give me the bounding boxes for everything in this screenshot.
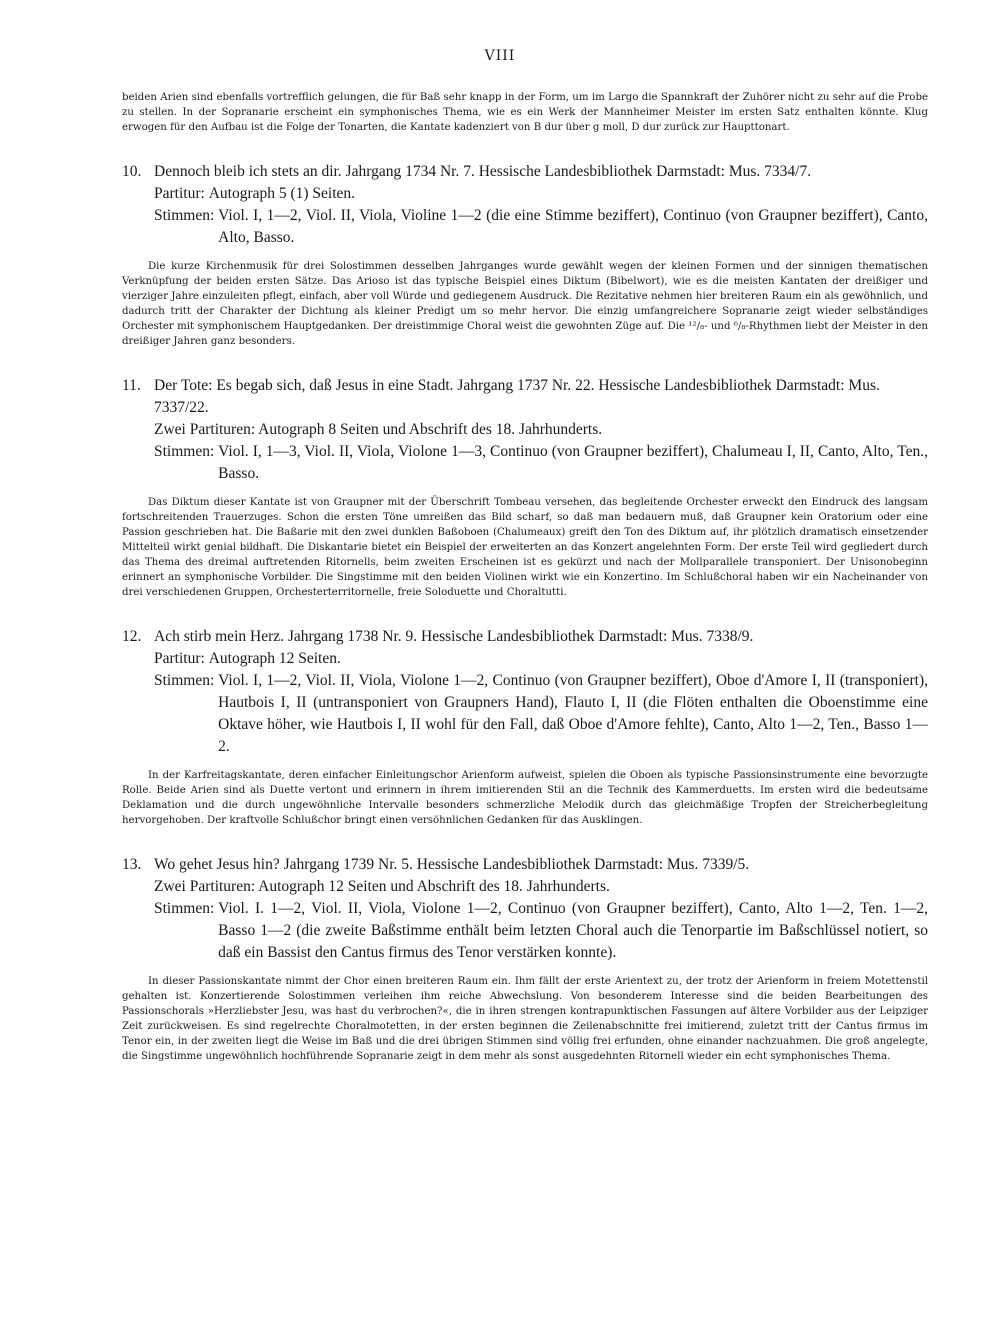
entry-title: Wo gehet Jesus hin? Jahrgang 1739 Nr. 5. Hessische Landesbibliothek Darmstadt: Mus. 7339/5. (154, 856, 750, 873)
entry-row (154, 183, 928, 205)
entry-title: Der Tote: Es begab sich, daß Jesus in eine Stadt. Jahrgang 1737 Nr. 22. Hessische Landesbibliothek Darmstadt: Mus. 7337/22. (154, 377, 880, 416)
row-value: Viol. I, 1—2, Viol. II, Viola, Violone 1—2, Continuo (von Graupner beziffert), Oboe d'Amore I, II (transponiert), Hautbois I, II (untransponiert von Graupners Hand), Flauto I, II (die Flöten enthalten die Oboenstimme eine Oktave höher, wie Hautbois I, II wohl für den Fall, daß Oboe d'Amore fehlte), Canto, Alto 1—2, Ten., Basso 1—2. (218, 672, 928, 755)
entry-number: 12. (122, 628, 142, 645)
entry-row (154, 898, 928, 964)
entry-number: 13. (122, 856, 142, 873)
entry-description: In dieser Passionskantate nimmt der Chor einen breiteren Raum ein. Ihm fällt der erste Arientext zu, der trotz der Arienform in freiem Motettenstil gehalten ist. Konzertierende Solostimmen verleihen ihm reiche Abwechslung. Von besonderem Interesse sind die beiden Bearbeitungen des Passionschorals »Herzliebster Jesu, was hast du verbrochen?«, die in ihren strengen kontrapunktischen Fassungen auf ältere Vorbilder aus der Leipziger Zeit zurückweisen. Es sind regelrechte Choralmotetten, in der ersten beginnen die Zeilenabschnitte frei imitierend, zuletzt tritt der Cantus firmus im Tenor ein, in der zweiten liegt die Weise im Baß und die drei übrigen Stimmen sind völlig frei erfunden, ohne einander nachzuahmen. Die groß angelegte, die Singstimme ungewöhnlich hochführende Sopranarie zeigt in dem mehr als sonst ausgedehnten Ritornell wieder ein echt symphonisches Thema. (122, 976, 928, 1062)
row-label: Stimmen: (154, 900, 219, 917)
row-label: Partitur: (154, 650, 209, 667)
entry-row (154, 419, 928, 441)
entry-title: Ach stirb mein Herz. Jahrgang 1738 Nr. 9. Hessische Landesbibliothek Darmstadt: Mus. 7338/9. (154, 628, 754, 645)
intro-paragraph: beiden Arien sind ebenfalls vortrefflich gelungen, die für Baß sehr knapp in der Form, um im Largo die Spannkraft der Zuhörer nicht zu sehr auf die Probe zu stellen. In der Sopranarie erscheint ein symphonisches Thema, wie es ein Werk der Mannheimer Meister im ersten Satz enthalten könnte. Klug erwogen für den Aufbau ist die Folge der Tonarten, die Kantate kadenziert von B dur über g moll, D dur zurück zur Haupttonart. (122, 92, 928, 133)
catalog-entry-13 (122, 854, 928, 964)
catalog-entry-11 (122, 375, 928, 485)
row-label: Stimmen: (154, 443, 219, 460)
entry-description: Das Diktum dieser Kantate ist von Graupner mit der Überschrift Tombeau versehen, das begleitende Orchester erweckt den Eindruck des langsam fortschreitenden Trauerzuges. Schon die ersten Töne umreißen das Bild scharf, so daß man bedauern muß, daß Graupner kein Oratorium oder eine Passion geschrieben hat. Die Baßarie mit den zwei dunklen Baßoboen (Chalumeaux) greift den Ton des Diktum auf, ihr plötzlich dramatisch einsetzender Mittelteil wirkt genial bildhaft. Die Diskantarie bietet ein Beispiel der erweiterten an das Konzert angelehnten Form. Der erste Teil wird gegliedert durch das Thema des dreimal auftretenden Ritornells, beim zweiten Erscheinen ist es gekürzt und nach der Mollparallele transponiert. Der Unisonobeginn erinnert an symphonische Vorbilder. Die Singstimme mit den beiden Violinen wirkt wie ein Konzertino. Im Schlußchoral haben wir ein Nacheinander von drei verschiedenen Gruppen, Orchesterterritornelle, freie Soloduette und Choraltutti. (122, 497, 928, 598)
entry-row (154, 648, 928, 670)
row-value: Viol. I, 1—3, Viol. II, Viola, Violone 1—3, Continuo (von Graupner beziffert), Chalumeau I, II, Canto, Alto, Ten., Basso. (218, 443, 928, 482)
page-content (122, 90, 928, 1064)
row-label: Stimmen: (154, 207, 219, 224)
row-value: Zwei Partituren: Autograph 8 Seiten und Abschrift des 18. Jahrhunderts. (154, 421, 603, 438)
entry-row (154, 670, 928, 758)
entry-description: In der Karfreitagskantate, deren einfacher Einleitungschor Arienform aufweist, spielen die Oboen als typische Passionsinstrumente eine bevorzugte Rolle. Beide Arien sind als Duette vertont und erinnern in ihrem imitierenden Stil an die Technik des Kammerduetts. Im ersten wird die bedeutsame Deklamation und die durch ungewöhnliche Intervalle besonders schmerzliche Melodik durch das gleichmäßige Tropfen der Streicherbegleitung hervorgehoben. Der kraftvolle Schlußchor bringt einen versöhnlichen Gedanken für das Ausklingen. (122, 770, 928, 826)
catalog-entry-10 (122, 161, 928, 249)
page-number: VIII (484, 48, 516, 64)
row-value: Autograph 12 Seiten. (208, 650, 341, 667)
row-label: Stimmen: (154, 672, 219, 689)
entry-number: 11. (122, 377, 141, 394)
entry-row (154, 205, 928, 249)
entry-number: 10. (122, 163, 142, 180)
row-value: Viol. I, 1—2, Viol. II, Viola, Violine 1—2 (die eine Stimme beziffert), Continuo (von Graupner beziffert), Canto, Alto, Basso. (218, 207, 928, 246)
entry-title: Dennoch bleib ich stets an dir. Jahrgang 1734 Nr. 7. Hessische Landesbibliothek Darmstadt: Mus. 7334/7. (154, 163, 812, 180)
row-value: Viol. I. 1—2, Viol. II, Viola, Violone 1—2, Continuo (von Graupner beziffert), Canto, Alto 1—2, Ten. 1—2, Basso 1—2 (die zweite Baßstimme enthält beim letzten Choral auch die Tenorpartie im Baßschlüssel notiert, so daß ein Bassist den Cantus firmus des Tenor verstärken konnte). (218, 900, 928, 961)
entry-row (154, 876, 928, 898)
catalog-entry-12 (122, 626, 928, 758)
row-value: Autograph 5 (1) Seiten. (208, 185, 356, 202)
entry-row (154, 441, 928, 485)
row-value: Zwei Partituren: Autograph 12 Seiten und Abschrift des 18. Jahrhunderts. (154, 878, 610, 895)
entry-description: Die kurze Kirchenmusik für drei Solostimmen desselben Jahrganges wurde gewählt wegen der kleinen Formen und der sinnigen thematischen Verknüpfung der beiden ersten Sätze. Das Arioso ist das typische Beispiel eines Diktum (Bibelwort), wie es die meisten Kantaten der dreißiger und vierziger Jahre einzuleiten pflegt, einfach, aber voll Würde und gediegenem Ausdruck. Die Rezitative nehmen hier breiteren Raum ein als gewöhnlich, und dadurch tritt der Charakter der Dichtung als kleiner Predigt um so mehr hervor. Die einzig umfangreichere Sopranarie zeigt wieder selbständiges Orchester mit symphonischem Hauptgedanken. Der dreistimmige Choral weist die gewohnten Züge auf. Die ¹²/₈- und ⁶/₈-Rhythmen liebt der Meister in den dreißiger Jahren ganz besonders. (122, 261, 928, 347)
row-label: Partitur: (154, 185, 209, 202)
